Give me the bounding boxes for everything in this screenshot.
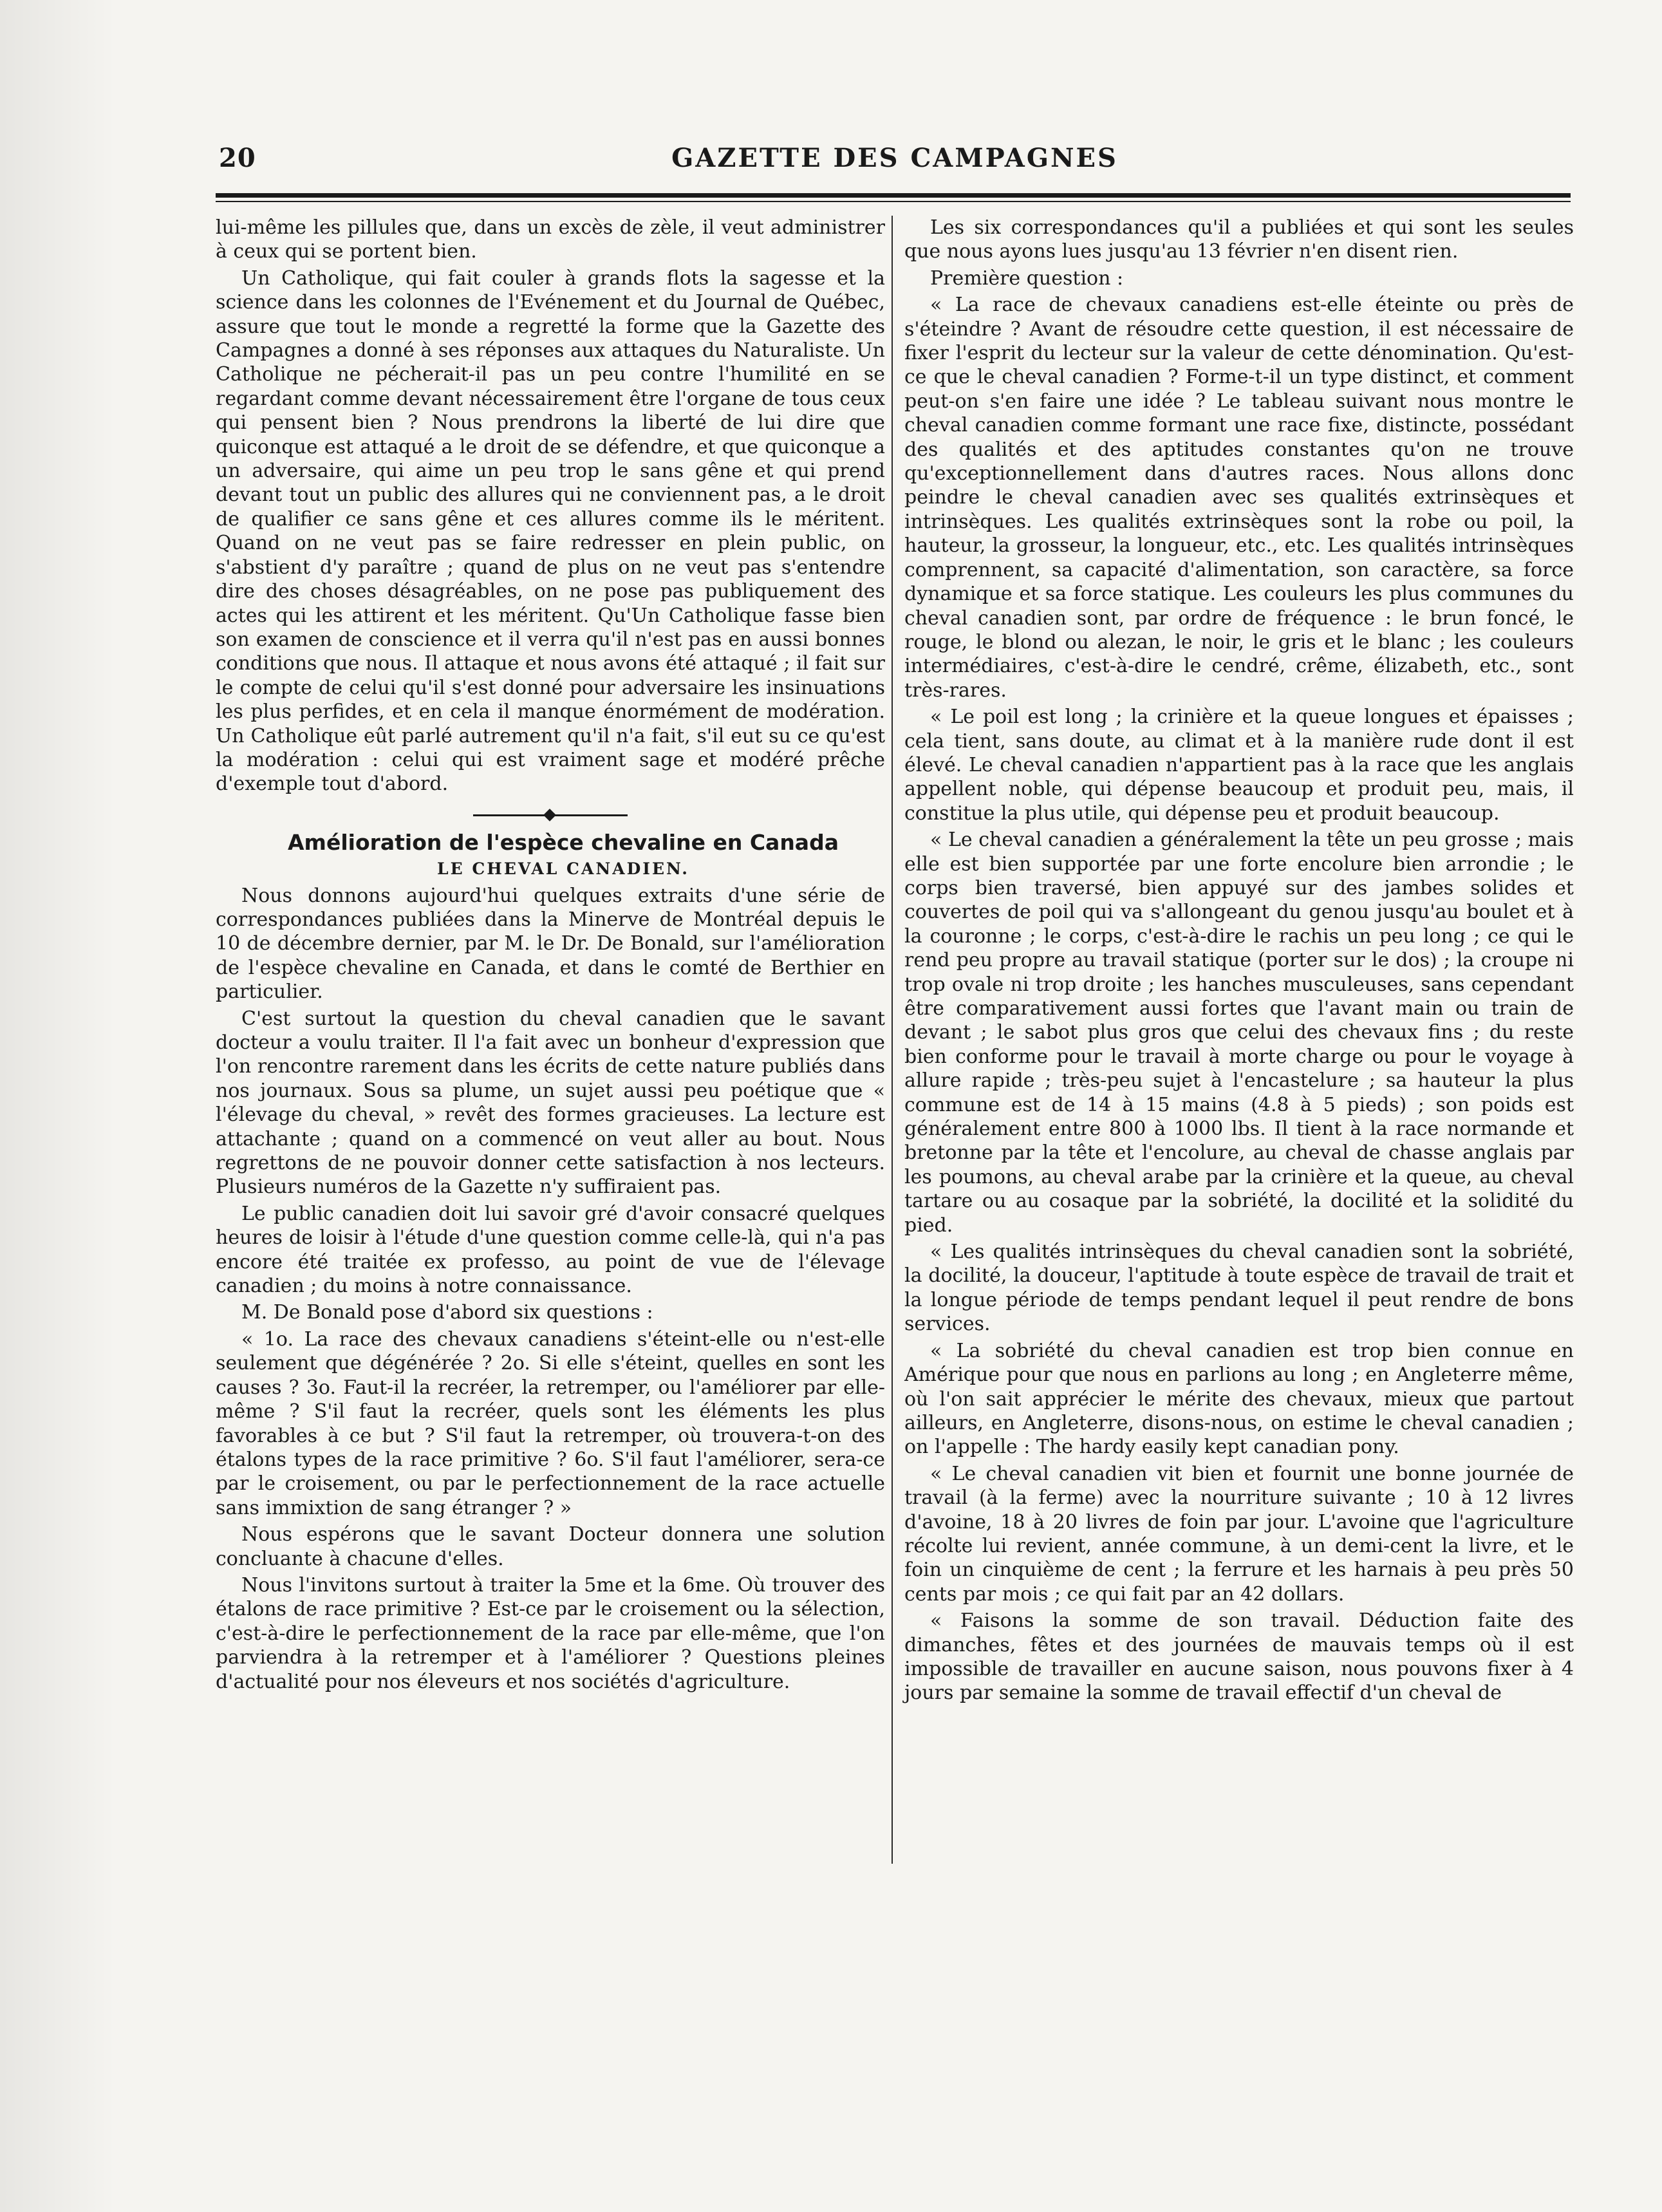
column-divider (892, 216, 893, 1864)
paragraph: Nous donnons aujourd'hui quelques extraits d'une série de correspondances publiées dans la Minerve de Montréal depuis le 10 de décembre dernier, par M. le Dr. De Bonald, sur l'amélioration de l'espèce chevaline en Canada, et dans le comté de Berthier en particulier. (216, 884, 885, 1004)
section-subtitle: LE CHEVAL CANADIEN. (437, 859, 689, 879)
paragraph: « Faisons la somme de son travail. Déduction faite des dimanches, fêtes et des journées de mauvais temps où il est impossible de travailler en aucune saison, nous pouvons fixer à 4 jours par semaine la somme de travail effectif d'un cheval de (904, 1609, 1574, 1705)
paragraph: Première question : (930, 267, 1124, 290)
section-title: Amélioration de l'espèce chevaline en Canada (288, 829, 839, 855)
scan-edge-shading (0, 0, 116, 2212)
paragraph: Nous espérons que le savant Docteur donnera une solution concluante à chacune d'elles. (216, 1523, 885, 1570)
section-separator (473, 814, 628, 816)
paragraph: C'est surtout la question du cheval canadien que le savant docteur a voulu traiter. Il l'a fait avec un bonheur d'expression que l'on rencontre rarement dans les écrits de cette nature publiés dans nos journaux. Sous sa plume, un sujet aussi peu poétique que « l'élevage du cheval, » revêt des formes gracieuses. La lecture est attachante ; quand on a commencé on veut aller au bout. Nous regrettons de ne pouvoir donner cette satisfaction à nos lecteurs. Plusieurs numéros de la Gazette n'y suffiraient pas. (216, 1007, 885, 1199)
paragraph: Un Catholique, qui fait couler à grands flots la sagesse et la science dans les colonnes de l'Evénement et du Journal de Québec, assure que tout le monde a regretté la forme que la Gazette des Campagnes a donné à ses réponses aux attaques du Naturaliste. Un Catholique ne pécherait-il pas un peu contre l'humilité en se regardant comme devant nécessairement être l'organe de tous ceux qui pensent bien ? Nous prendrons la liberté de lui dire que quiconque est attaqué a le droit de se défendre, et que quiconque a un adversaire, qui aime un peu trop le sans gêne et qui prend devant tout un public des allures qui ne conviennent pas, a le droit de qualifier ce sans gêne et ces allures comme ils le méritent. Quand on ne veut pas se faire redresser en plein public, on s'abstient d'y paraître ; quand de plus on ne veut pas s'entendre dire des choses désagréables, on ne pose pas publiquement des actes qui les attirent et les méritent. Qu'Un Catholique fasse bien son examen de conscience et il verra qu'il n'est pas en aussi bonnes conditions que nous. Il attaque et nous avons été attaqué ; il fait sur le compte de celui qu'il s'est donné pour adversaire les insinuations les plus perfides, et en cela il manque énormément de modération. Un Catholique eût parlé autrement qu'il n'a fait, s'il eut su ce qu'est la modération : celui qui est vraiment sage et modéré prêche d'exemple tout d'abord. (216, 267, 885, 796)
header-rule-thick (216, 193, 1571, 198)
paragraph: Le public canadien doit lui savoir gré d'avoir consacré quelques heures de loisir à l'étude d'une question comme celle-là, qui n'a pas encore été traitée ex professo, au point de vue de l'élevage canadien ; du moins à notre connaissance. (216, 1202, 885, 1298)
left-column (216, 216, 885, 1696)
running-head: GAZETTE DES CAMPAGNES (671, 143, 1118, 173)
paragraph: « 1o. La race des chevaux canadiens s'éteint-elle ou n'est-elle seulement que dégénérée ? 2o. Si elle s'éteint, quelles en sont les causes ? 3o. Faut-il la recréer, la retremper, ou l'améliorer par elle-même ? S'il faut la recréer, quels sont les éléments les plus favorables à ce but ? S'il faut la retremper, où trouvera-t-on des étalons types de la race primitive ? 6o. S'il faut l'améliorer, sera-ce par le croisement, ou par le perfectionnement de la race actuelle sans immixtion de sang étranger ? » (216, 1327, 885, 1519)
paragraph: lui-même les pillules que, dans un excès de zèle, il veut administrer à ceux qui se portent bien. (216, 216, 885, 263)
paragraph: Les six correspondances qu'il a publiées et qui sont les seules que nous ayons lues jusqu'au 13 février n'en disent rien. (904, 216, 1574, 263)
paragraph: « La race de chevaux canadiens est-elle éteinte ou près de s'éteindre ? Avant de résoudre cette question, il est nécessaire de fixer l'esprit du lecteur sur la valeur de cette dénomination. Qu'est-ce que le cheval canadien ? Forme-t-il un type distinct, et comment peut-on s'en faire une idée ? Le tableau suivant nous montre le cheval canadien comme formant une race fixe, distincte, possédant des qualités et des aptitudes constantes qu'on ne trouve qu'exceptionnellement dans d'autres races. Nous allons donc peindre le cheval canadien avec ses qualités extrinsèques et intrinsèques. Les qualités extrinsèques sont la robe ou poil, la hauteur, la grosseur, la longueur, etc., etc. Les qualités intrinsèques comprennent, sa capacité d'alimentation, son caractère, sa force dynamique et sa force statique. Les couleurs les plus communes du cheval canadien sont, par ordre de fréquence : le brun foncé, le rouge, le blond ou alezan, le noir, le gris et le blanc ; les couleurs intermédiaires, c'est-à-dire le cendré, crême, élizabeth, etc., sont très-rares. (904, 294, 1574, 702)
paragraph: « Le cheval canadien vit bien et fournit une bonne journée de travail (à la ferme) avec la nourriture suivante ; 10 à 12 livres d'avoine, 18 à 20 livres de foin par jour. L'avoine que l'agriculture récolte lui revient, année commune, à un demi-cent la livre, et le foin un cinquième de cent ; la ferrure et les harnais à peu près 50 cents par mois ; ce qui fait par an 42 dollars. (904, 1462, 1574, 1606)
paragraph: M. De Bonald pose d'abord six questions : (241, 1301, 653, 1324)
paragraph: « Le poil est long ; la crinière et la queue longues et épaisses ; cela tient, sans doute, au climat et à la manière rude dont il est élevé. Le cheval canadien n'appartient pas à la race que les anglais appellent noble, qui dépense beaucoup et produit peu, mais, il constitue la plus utile, qui dépense peu et produit beaucoup. (904, 706, 1574, 825)
header-rule-thin (216, 201, 1571, 202)
paragraph: « La sobriété du cheval canadien est trop bien connue en Amérique pour que nous en parlions au long ; en Angleterre même, où l'on sait apprécier le mérite des chevaux, mieux que partout ailleurs, en Angleterre, disons-nous, on estime le cheval canadien ; on l'appelle : The hardy easily kept canadian pony. (904, 1339, 1574, 1459)
paragraph: « Les qualités intrinsèques du cheval canadien sont la sobriété, la docilité, la douceur, l'aptitude à toute espèce de travail de trait et la longue période de temps pendant lequel il peut rendre de bons services. (904, 1241, 1574, 1336)
paragraph: Nous l'invitons surtout à traiter la 5me et la 6me. Où trouver des étalons de race primitive ? Est-ce par le croisement ou la sélection, c'est-à-dire le perfectionnement de la race par elle-même, que l'on parviendra à la retremper et à l'améliorer ? Questions pleines d'actualité pour nos éleveurs et nos sociétés d'agriculture. (216, 1573, 885, 1693)
right-column (904, 216, 1574, 1708)
paragraph: « Le cheval canadien a généralement la tête un peu grosse ; mais elle est bien supportée par une forte encolure bien arrondie ; le corps bien traversé, bien appuyé sur des jambes solides et couvertes de poil qui va s'allongeant du genou jusqu'au boulet et à la couronne ; le corps, c'est-à-dire le rachis un peu long ; ce qui le rend peu propre au travail statique (porter sur le dos) ; la croupe ni trop ovale ni trop droite ; les hanches musculeuses, sans cependant être comparativement aussi fortes que l'avant main ou train de devant ; le sabot plus gros que celui des chevaux fins ; du reste bien conforme pour le travail à morte charge ou pour le voyage à allure rapide ; très-peu sujet à l'encastelure ; sa hauteur la plus commune est de 14 à 15 mains (4.8 à 5 pieds) ; son poids est généralement entre 800 à 1000 lbs. Il tient à la race normande et bretonne par la tête et l'encolure, au cheval de chasse anglais par les poumons, au cheval arabe par la crinière et la queue, au cheval tartare ou au cosaque par la sobriété, la docilité et la solidité du pied. (904, 829, 1574, 1237)
page-number: 20 (219, 143, 256, 173)
